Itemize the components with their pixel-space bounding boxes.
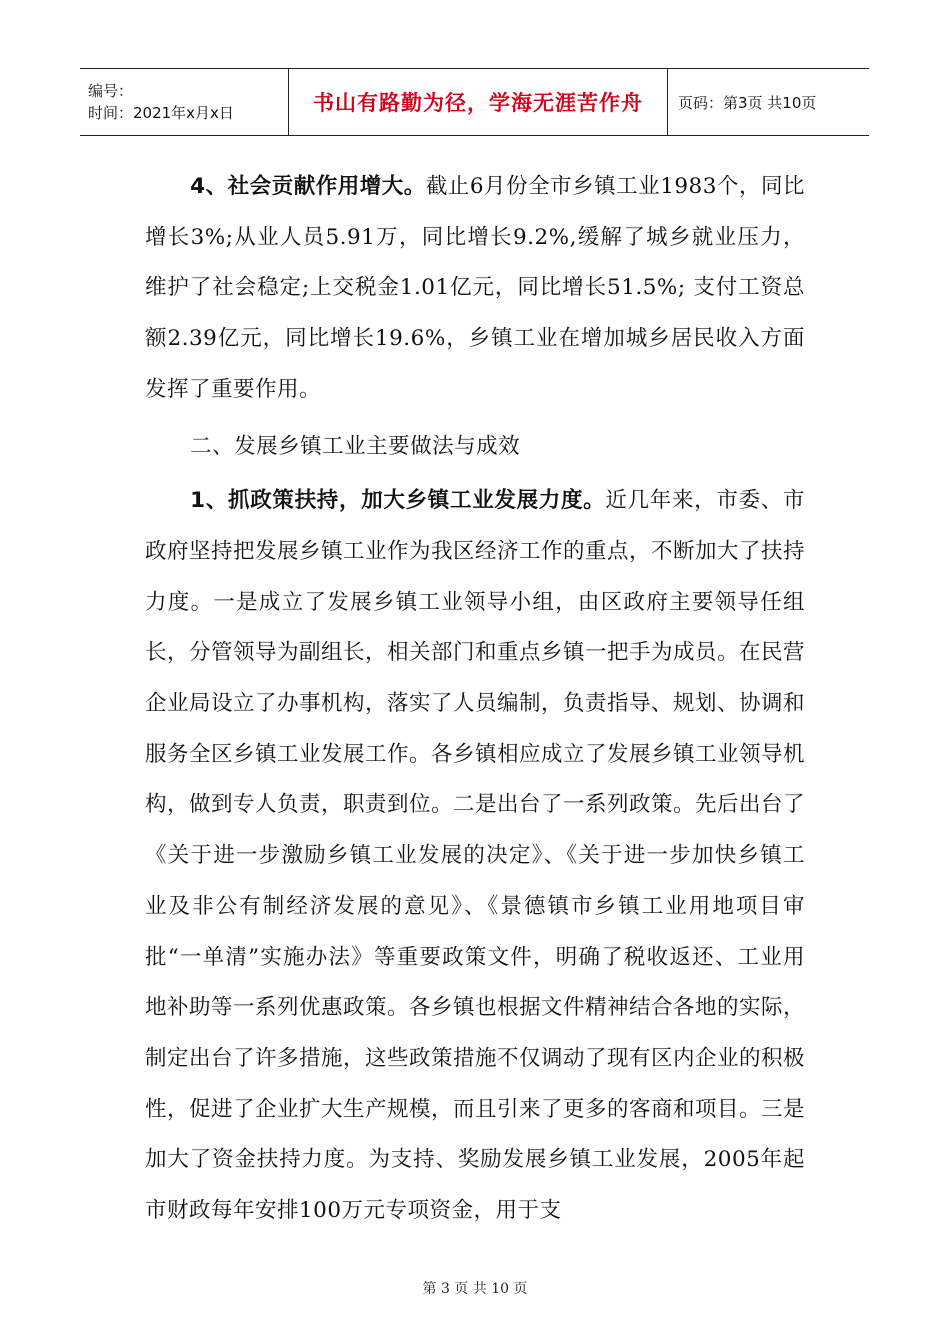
header-page-label: 页码：第3页 共10页 xyxy=(678,93,817,112)
section-heading: 二、发展乡镇工业主要做法与成效 xyxy=(190,433,521,459)
header-meta xyxy=(80,69,289,135)
paragraph-lead: 4、社会贡献作用增大。 xyxy=(190,174,426,199)
paragraph-lead: 1、抓政策扶持，加大乡镇工业发展力度。 xyxy=(190,488,606,514)
header-motto: 书山有路勤为径，学海无涯苦作舟 xyxy=(289,69,668,135)
time-label: 时间：2021年x月x日 xyxy=(88,104,234,122)
document-body xyxy=(145,162,805,1237)
paragraph-text: 近几年来，市委、市政府坚持把发展乡镇工业作为我区经济工作的重点，不断加大了扶持力度。一是成立了发展乡镇工业领导小组，由区政府主要领导任组长，分管领导为副组长，相关部门和重点乡镇一把手为成员。在民营企业局设立了办事机构，落实了人员编制，负责指导、规划、协调和服务全区乡镇工业发展工作。各乡镇相应成立了发展乡镇工业领导机构，做到专人负责，职责到位。二是出台了一系列政策。先后出台了《关于进一步激励乡镇工业发展的决定》、《关于进一步加快乡镇工业及非公有制经济发展的意见》、《景德镇市乡镇工业用地项目审批“一单清”实施办法》等重要政策文件，明确了税收返还、工业用地补助等一系列优惠政策。各乡镇也根据文件精神结合各地的实际，制定出台了许多措施，这些政策措施不仅调动了现有区内企业的积极性，促进了企业扩大生产规模，而且引来了更多的客商和项目。三是加大了资金扶持力度。为支持、奖励发展乡镇工业发展，2005年起市财政每年安排100万元专项资金，用于支 xyxy=(145,488,806,1224)
page-footer: 第 3 页 共 10 页 xyxy=(422,1281,528,1297)
number-label: 编号： xyxy=(88,82,134,100)
paragraph-policy-support xyxy=(145,476,805,1237)
header-table xyxy=(80,68,869,136)
paragraph-social-contribution xyxy=(145,162,805,416)
paragraph-text: 截止6月份全市乡镇工业1983个，同比增长3%;从业人员5.91万，同比增长9.2%,缓解了城乡就业压力，维护了社会稳定;上交税金1.01亿元，同比增长51.5%; 支付工资总额2.39亿元，同比增长19.6%，乡镇工业在增加城乡居民收入方面发挥了重要作用。 xyxy=(145,174,805,402)
